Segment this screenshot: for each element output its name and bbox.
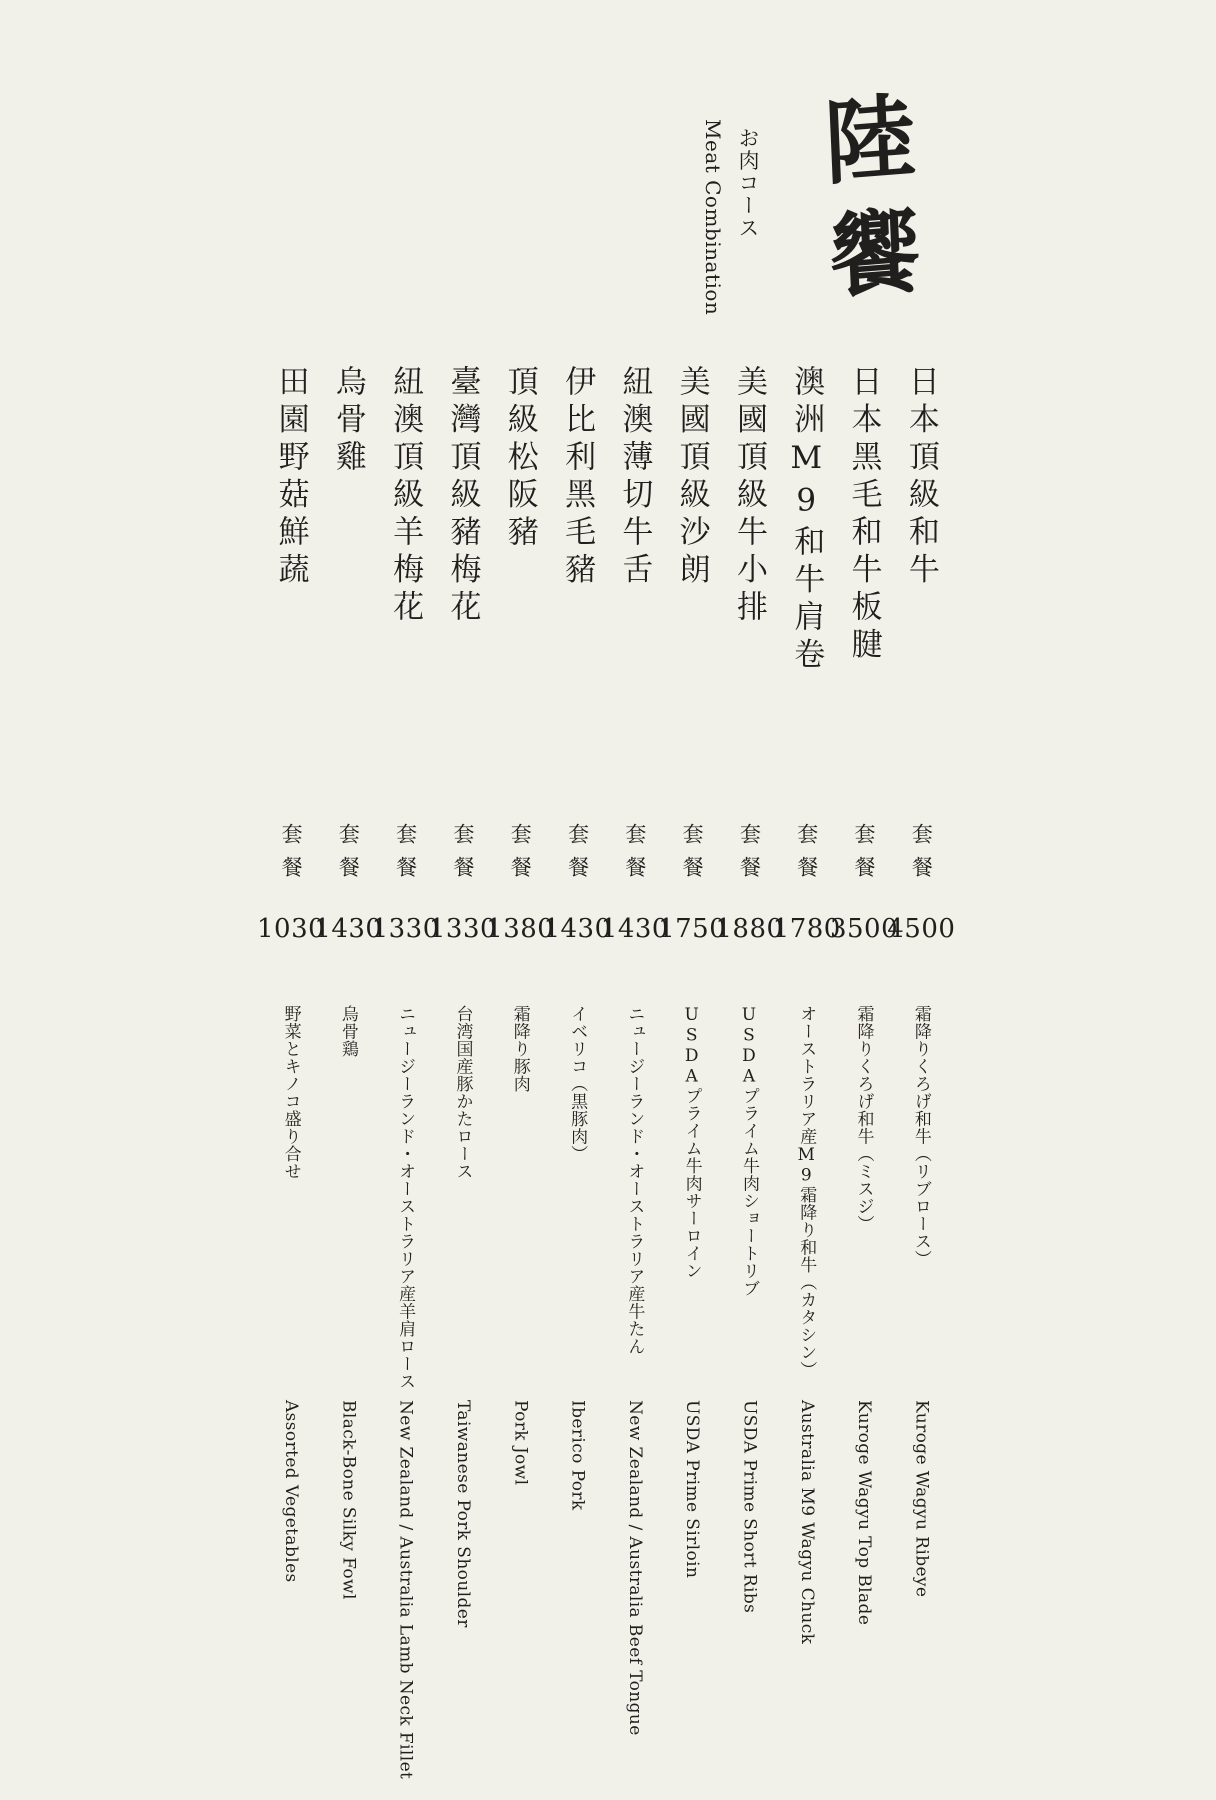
menu-item-column bbox=[715, 365, 784, 1800]
set-meal-label: 套餐 bbox=[279, 823, 304, 889]
dish-desc-jp: 野菜とキノコ盛り合せ bbox=[280, 1005, 301, 1180]
dish-desc-jp: 烏骨鶏 bbox=[337, 1005, 358, 1058]
restaurant-logo-calligraphy: 陸饗 bbox=[807, 87, 925, 325]
dish-desc-jp: ニュージーランド・オーストラリア産牛たん bbox=[624, 1005, 645, 1355]
dish-desc-en: New Zealand / Australia Lamb Neck Fillet bbox=[395, 1400, 416, 1780]
set-meal-label: 套餐 bbox=[450, 823, 475, 889]
dish-name-zh: 烏骨雞 bbox=[329, 365, 366, 478]
set-meal-label: 套餐 bbox=[393, 823, 418, 889]
dish-desc-en: New Zealand / Australia Beef Tongue bbox=[624, 1400, 645, 1736]
set-meal-label: 套餐 bbox=[565, 823, 590, 889]
menu-item-column bbox=[543, 365, 612, 1800]
menu-item-column bbox=[256, 365, 326, 1800]
dish-name-zh: 美國頂級沙朗 bbox=[673, 365, 710, 590]
set-meal-label: 套餐 bbox=[909, 823, 934, 889]
price-value: 1330 bbox=[371, 914, 440, 944]
menu-item-column bbox=[600, 365, 669, 1800]
dish-name-zh: 日本黑毛和牛板腱 bbox=[845, 365, 882, 665]
set-meal-label: 套餐 bbox=[737, 823, 762, 889]
menu-item-column bbox=[428, 365, 498, 1800]
price-value: 1030 bbox=[256, 914, 326, 944]
dish-desc-en: Australia M9 Wagyu Chuck bbox=[796, 1400, 817, 1645]
menu-grid bbox=[256, 365, 956, 1800]
dish-desc-jp: ニュージーランド・オーストラリア産羊肩ロース bbox=[395, 1005, 416, 1390]
dish-desc-jp: イベリコ（黒豚肉） bbox=[567, 1005, 588, 1163]
set-meal-label: 套餐 bbox=[508, 823, 533, 889]
dish-name-zh: 美國頂級牛小排 bbox=[730, 365, 767, 628]
price-value: 3500 bbox=[829, 914, 899, 944]
dish-desc-jp: オーストラリア産M9霜降り和牛（カタシン） bbox=[796, 1005, 817, 1379]
dish-name-zh: 頂級松阪豬 bbox=[501, 365, 538, 553]
dish-desc-en: Taiwanese Pork Shoulder bbox=[452, 1400, 473, 1628]
price-value: 1330 bbox=[428, 914, 498, 944]
dish-desc-jp: 霜降りくろげ和牛（リブロース） bbox=[910, 1005, 931, 1268]
price-value: 4500 bbox=[887, 914, 956, 944]
dish-desc-jp: USDAプライム牛肉サーロイン bbox=[681, 1005, 702, 1280]
dish-name-zh: 田園野菇鮮蔬 bbox=[272, 365, 309, 590]
dish-name-zh: 日本頂級和牛 bbox=[902, 365, 939, 590]
dish-desc-en: Kuroge Wagyu Ribeye bbox=[911, 1400, 932, 1598]
menu-item-column bbox=[772, 365, 841, 1800]
dish-desc-en: Kuroge Wagyu Top Blade bbox=[854, 1400, 875, 1626]
dish-desc-jp: USDAプライム牛肉ショートリブ bbox=[738, 1005, 759, 1297]
set-meal-label: 套餐 bbox=[622, 823, 647, 889]
menu-item-column bbox=[887, 365, 956, 1800]
price-value: 1780 bbox=[772, 914, 841, 944]
dish-desc-en: USDA Prime Short Ribs bbox=[739, 1400, 760, 1614]
dish-name-zh: 紐澳薄切牛舌 bbox=[616, 365, 653, 590]
price-value: 1430 bbox=[600, 914, 669, 944]
menu-item-column bbox=[314, 365, 383, 1800]
set-meal-label: 套餐 bbox=[336, 823, 361, 889]
menu-item-column bbox=[486, 365, 555, 1800]
dish-desc-jp: 台湾国産豚かたロース bbox=[452, 1005, 473, 1180]
dish-desc-en: Assorted Vegetables bbox=[281, 1400, 302, 1583]
dish-name-zh: 臺灣頂級豬梅花 bbox=[444, 365, 481, 628]
dish-desc-en: USDA Prime Sirloin bbox=[682, 1400, 703, 1579]
set-meal-label: 套餐 bbox=[680, 823, 705, 889]
dish-desc-en: Pork Jowl bbox=[510, 1400, 531, 1486]
dish-name-zh: 澳洲M9和牛肩卷 bbox=[788, 365, 825, 675]
course-title-en: Meat Combination bbox=[701, 119, 725, 316]
menu-item-column bbox=[829, 365, 899, 1800]
price-value: 1880 bbox=[715, 914, 784, 944]
dish-desc-jp: 霜降りくろげ和牛（ミスジ） bbox=[853, 1005, 874, 1233]
dish-desc-en: Iberico Pork bbox=[567, 1400, 588, 1511]
set-meal-label: 套餐 bbox=[794, 823, 819, 889]
menu-item-column bbox=[371, 365, 440, 1800]
dish-name-zh: 紐澳頂級羊梅花 bbox=[387, 365, 424, 628]
course-title-jp: お肉コース bbox=[736, 127, 760, 240]
dish-desc-jp: 霜降り豚肉 bbox=[509, 1005, 530, 1093]
price-value: 1430 bbox=[314, 914, 383, 944]
price-value: 1750 bbox=[658, 914, 727, 944]
dish-name-zh: 伊比利黑毛豬 bbox=[559, 365, 596, 590]
menu-item-column bbox=[658, 365, 727, 1800]
price-value: 1380 bbox=[486, 914, 555, 944]
price-value: 1430 bbox=[543, 914, 612, 944]
dish-desc-en: Black-Bone Silky Fowl bbox=[338, 1400, 359, 1600]
set-meal-label: 套餐 bbox=[852, 823, 877, 889]
